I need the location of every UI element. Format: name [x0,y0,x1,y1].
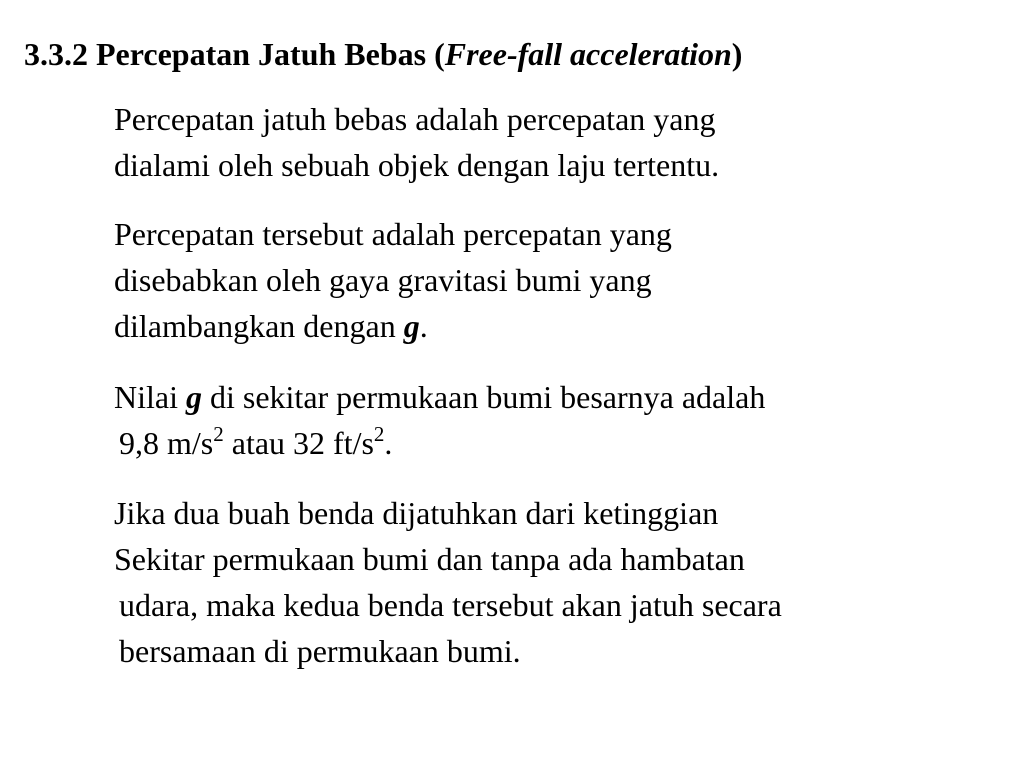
text-line: dialami oleh sebuah objek dengan laju tertentu. [114,147,720,183]
paragraph-gravity-cause [114,211,672,349]
value-imperial: atau 32 ft/s [223,425,374,461]
title-prefix: 3.3.2 Percepatan Jatuh Bebas ( [24,36,445,72]
section-title [24,32,742,76]
text-fragment: . [384,425,393,461]
text-fragment: dilambangkan dengan [114,308,404,344]
paragraph-definition [114,96,719,188]
text-line: Percepatan jatuh bebas adalah percepatan yang [114,101,716,137]
value-metric: 9,8 m/s [119,425,214,461]
text-line: Jika dua buah benda dijatuhkan dari ketinggian [114,495,719,531]
text-line [114,303,672,349]
title-english-term: Free-fall acceleration [444,36,732,72]
text-line: disebabkan oleh gaya gravitasi bumi yang [114,262,652,298]
text-line [114,374,765,420]
text-line: bersamaan di permukaan bumi. [119,633,521,669]
paragraph-g-value [114,374,765,466]
paragraph-free-fall-example [114,490,782,674]
superscript: 2 [213,422,224,446]
superscript: 2 [373,422,385,446]
symbol-g: g [185,379,202,415]
text-line [114,420,765,466]
symbol-g: g [403,308,420,344]
text-fragment: Nilai [114,379,186,415]
text-line: Sekitar permukaan bumi dan tanpa ada hambatan [114,541,745,577]
text-line: Percepatan tersebut adalah percepatan yang [114,216,672,252]
title-suffix: ) [731,36,743,72]
text-fragment: . [419,308,428,344]
text-line: udara, maka kedua benda tersebut akan jatuh secara [119,587,782,623]
text-fragment: di sekitar permukaan bumi besarnya adalah [201,379,766,415]
